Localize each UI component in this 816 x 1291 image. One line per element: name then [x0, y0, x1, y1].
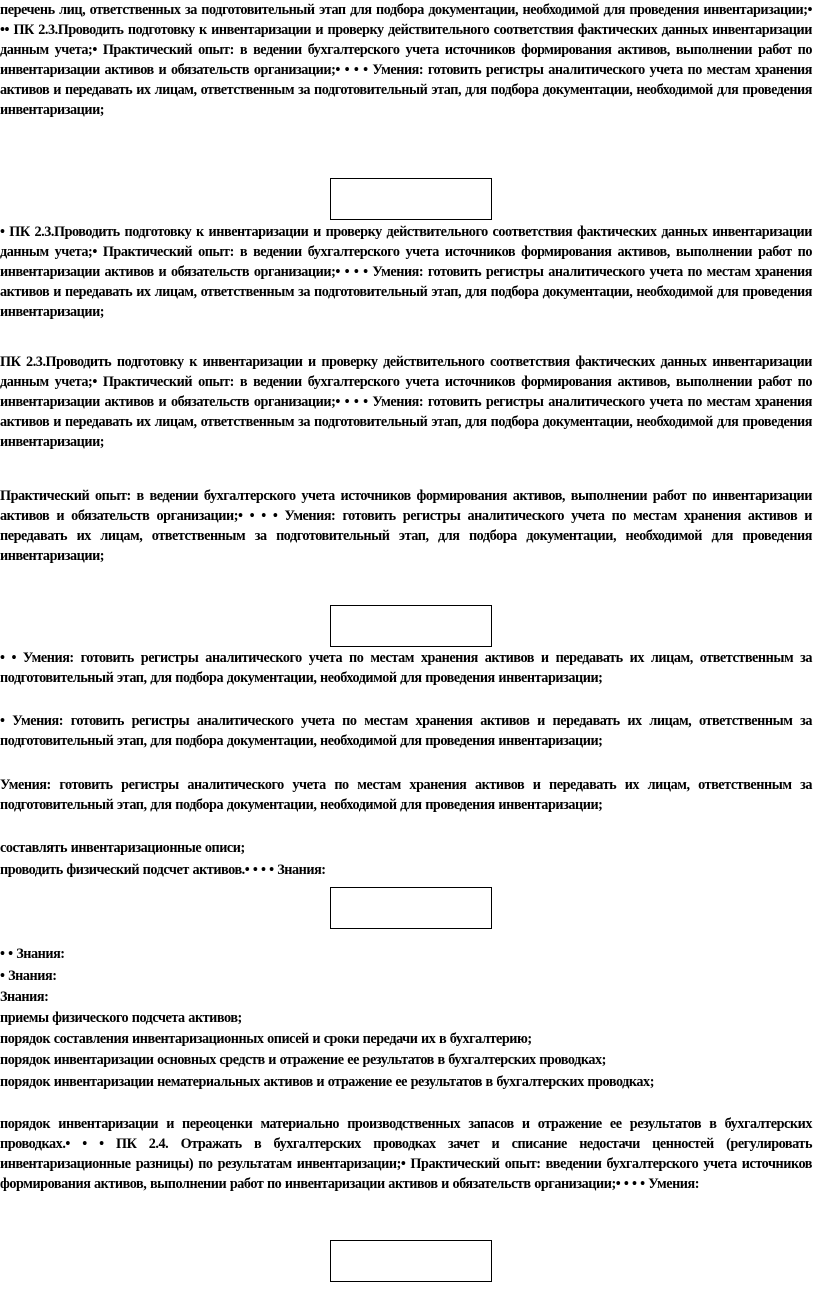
paragraph-1: перечень лиц, ответственных за подготовительный этап для подбора документации, необходимой для проведения инвентаризации;• •• ПК 2.3.Проводить подготовку к инвентаризации и проверку действительного соответствия фактических данных инвентаризации данным учета;• Практический опыт: в ведении бухгалтерского учета источников формирования активов, выполнении работ по инвентаризации активов и обязательств организации;• • • • Умения: готовить регистры аналитического учета по местам хранения активов и передавать их лицам, ответственным за подготовительный этап, для подбора документации, необходимой для проведения инвентаризации; [0, 2, 812, 118]
paragraph-9: проводить физический подсчет активов.• • • • Знания: [0, 862, 326, 878]
paragraph-2: • ПК 2.3.Проводить подготовку к инвентаризации и проверку действительного соответствия фактических данных инвентаризации данным учета;• Практический опыт: в ведении бухгалтерского учета источников формирования активов, выполнении работ по инвентаризации активов и обязательств организации;• • • • Умения: готовить регистры аналитического учета по местам хранения активов и передавать их лицам, ответственным за подготовительный этап, для подбора документации, необходимой для проведения инвентаризации; [0, 224, 812, 320]
paragraph-4: Практический опыт: в ведении бухгалтерского учета источников формирования активов, выполнении работ по инвентаризации активов и обязательств организации;• • • • Умения: готовить регистры аналитического учета по местам хранения активов и передавать их лицам, ответственным за подготовительный этап, для подбора документации, необходимой для проведения инвентаризации; [0, 488, 812, 564]
paragraph-11: • Знания: [0, 968, 57, 984]
paragraph-14: порядок составления инвентаризационных описей и сроки передачи их в бухгалтерию; [0, 1031, 532, 1047]
paragraph-5: • • Умения: готовить регистры аналитического учета по местам хранения активов и передавать их лицам, ответственным за подготовительный этап, для подбора документации, необходимой для проведения инвентаризации; [0, 650, 812, 686]
paragraph-10: • • Знания: [0, 946, 65, 962]
paragraph-16: порядок инвентаризации нематериальных активов и отражение ее результатов в бухгалтерских проводках; [0, 1074, 654, 1090]
paragraph-6: • Умения: готовить регистры аналитического учета по местам хранения активов и передавать их лицам, ответственным за подготовительный этап, для подбора документации, необходимой для проведения инвентаризации; [0, 713, 812, 749]
empty-frame-3 [330, 887, 492, 929]
paragraph-15: порядок инвентаризации основных средств и отражение ее результатов в бухгалтерских проводках; [0, 1052, 606, 1068]
paragraph-3: ПК 2.3.Проводить подготовку к инвентаризации и проверку действительного соответствия фактических данных инвентаризации данным учета;• Практический опыт: в ведении бухгалтерского учета источников формирования активов, выполнении работ по инвентаризации активов и обязательств организации;• • • • Умения: готовить регистры аналитического учета по местам хранения активов и передавать их лицам, ответственным за подготовительный этап, для подбора документации, необходимой для проведения инвентаризации; [0, 354, 812, 450]
paragraph-8: составлять инвентаризационные описи; [0, 840, 245, 856]
empty-frame-1 [330, 178, 492, 220]
paragraph-12: Знания: [0, 989, 49, 1005]
empty-frame-4 [330, 1240, 492, 1282]
empty-frame-2 [330, 605, 492, 647]
paragraph-13: приемы физического подсчета активов; [0, 1010, 242, 1026]
paragraph-7: Умения: готовить регистры аналитического учета по местам хранения активов и передавать их лицам, ответственным за подготовительный этап, для подбора документации, необходимой для проведения инвентаризации; [0, 777, 812, 813]
paragraph-17: порядок инвентаризации и переоценки материально производственных запасов и отражение ее результатов в бухгалтерских проводках.• • • ПК 2.4. Отражать в бухгалтерских проводках зачет и списание недостачи ценностей (регулировать инвентаризационные разницы) по результатам инвентаризации;• Практический опыт: введении бухгалтерского учета источников формирования активов, выполнении работ по инвентаризации активов и обязательств организации;• • • • Умения: [0, 1116, 812, 1192]
